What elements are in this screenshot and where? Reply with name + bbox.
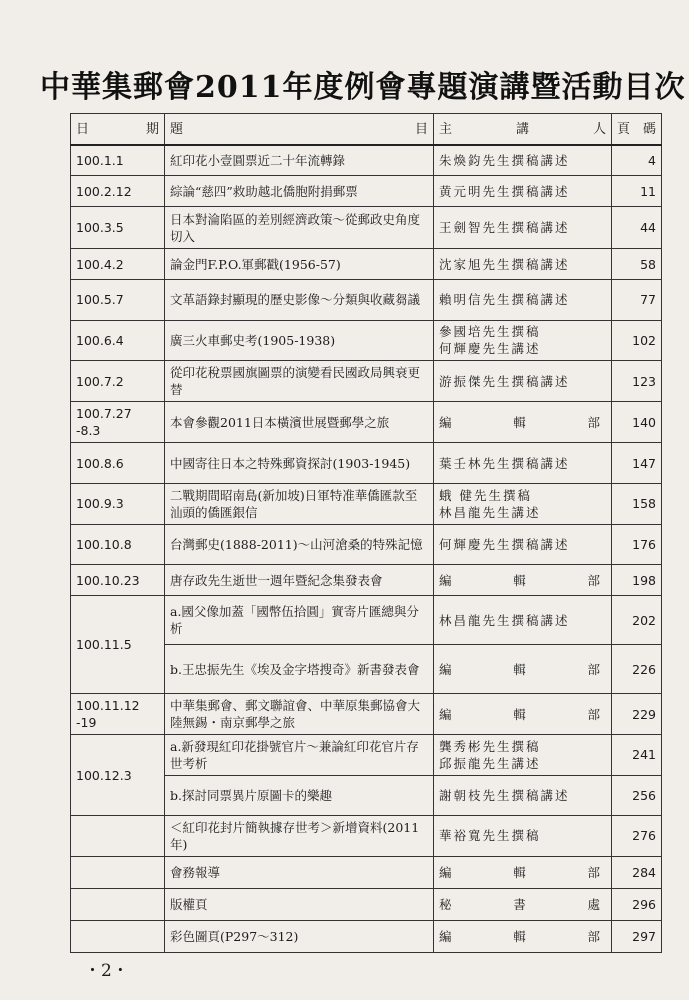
row-page-number: 297 <box>612 920 662 952</box>
row-date <box>71 816 165 857</box>
row-speaker: 參國培先生撰稿 何輝慶先生講述 <box>434 320 612 361</box>
row-page-number: 11 <box>612 176 662 207</box>
row-date: 100.11.5 <box>71 596 165 694</box>
table-row <box>71 484 662 525</box>
header-page: 頁 碼 <box>612 114 662 146</box>
table-row <box>71 401 662 443</box>
row-speaker: 林昌龍先生撰稿講述 <box>434 596 612 645</box>
row-speaker: 蛾 健先生撰稿 林昌龍先生講述 <box>434 484 612 525</box>
row-topic: 綜論“慈四”救助越北僑胞附捐郵票 <box>165 176 434 207</box>
row-speaker: 王劍智先生撰稿講述 <box>434 207 612 249</box>
row-speaker: 龔秀彬先生撰稿 邱振龍先生講述 <box>434 734 612 775</box>
row-speaker: 何輝慶先生撰稿講述 <box>434 524 612 565</box>
row-date: 100.12.3 <box>71 734 165 815</box>
row-speaker: 謝朝枝先生撰稿講述 <box>434 775 612 816</box>
row-topic: 彩色圖頁(P297～312) <box>165 920 434 952</box>
row-page-number: 58 <box>612 249 662 280</box>
table-row <box>71 145 662 176</box>
table-row <box>71 207 662 249</box>
row-date: 100.1.1 <box>71 145 165 176</box>
row-topic: 論金門F.P.O.軍郵戳(1956-57) <box>165 249 434 280</box>
row-topic: ＜紅印花封片簡執據存世考＞新增資料(2011年) <box>165 816 434 857</box>
row-page-number: 296 <box>612 888 662 920</box>
table-row <box>71 280 662 321</box>
table-row <box>71 361 662 402</box>
table-row <box>71 524 662 565</box>
row-speaker: 編 輯 部 <box>434 565 612 596</box>
table-row <box>71 565 662 596</box>
row-speaker: 編 輯 部 <box>434 401 612 443</box>
row-date: 100.10.23 <box>71 565 165 596</box>
row-speaker: 沈家旭先生撰稿講述 <box>434 249 612 280</box>
row-speaker: 編 輯 部 <box>434 856 612 888</box>
row-speaker: 秘 書 處 <box>434 888 612 920</box>
table-row <box>71 856 662 888</box>
row-speaker: 游振傑先生撰稿講述 <box>434 361 612 402</box>
row-page-number: 276 <box>612 816 662 857</box>
row-date: 100.4.2 <box>71 249 165 280</box>
row-topic: a.新發現紅印花掛號官片～兼論紅印花官片存世考析 <box>165 734 434 775</box>
table-row <box>71 920 662 952</box>
row-page-number: 147 <box>612 443 662 484</box>
row-date <box>71 856 165 888</box>
row-page-number: 77 <box>612 280 662 321</box>
row-topic: 二戰期間昭南島(新加坡)日軍特准華僑匯款至汕頭的僑匯銀信 <box>165 484 434 525</box>
row-speaker: 朱煥鈞先生撰稿講述 <box>434 145 612 176</box>
row-topic: 廣三火車郵史考(1905-1938) <box>165 320 434 361</box>
table-row <box>71 694 662 735</box>
row-topic: 從印花稅票國旗圖票的演變看民國政局興衰更替 <box>165 361 434 402</box>
header-date: 日 期 <box>71 114 165 146</box>
table-row <box>71 249 662 280</box>
row-page-number: 176 <box>612 524 662 565</box>
row-speaker: 黄元明先生撰稿講述 <box>434 176 612 207</box>
row-page-number: 229 <box>612 694 662 735</box>
row-topic: 中華集郵會、郵文聯誼會、中華原集郵協會大陸無錫・南京郵學之旅 <box>165 694 434 735</box>
row-date: 100.11.12 -19 <box>71 694 165 735</box>
table-row <box>71 443 662 484</box>
header-speaker: 主 講 人 <box>434 114 612 146</box>
row-topic: 唐存政先生逝世一週年暨紀念集發表會 <box>165 565 434 596</box>
row-speaker: 編 輯 部 <box>434 920 612 952</box>
table-row <box>71 320 662 361</box>
row-page-number: 202 <box>612 596 662 645</box>
row-topic: b.探討同票異片原圖卡的樂趣 <box>165 775 434 816</box>
page-number: ・2・ <box>84 961 129 981</box>
header-topic: 題 目 <box>165 114 434 146</box>
row-topic: 文革語錄封顯現的歷史影像～分類與收藏芻議 <box>165 280 434 321</box>
row-date: 100.9.3 <box>71 484 165 525</box>
row-date: 100.3.5 <box>71 207 165 249</box>
row-page-number: 123 <box>612 361 662 402</box>
row-topic: 紅印花小壹圓票近二十年流轉錄 <box>165 145 434 176</box>
row-date <box>71 920 165 952</box>
row-page-number: 44 <box>612 207 662 249</box>
row-topic: b.王忠振先生《埃及金字塔搜奇》新書發表會 <box>165 645 434 694</box>
row-page-number: 102 <box>612 320 662 361</box>
row-page-number: 256 <box>612 775 662 816</box>
contents-table <box>70 113 662 953</box>
row-page-number: 140 <box>612 401 662 443</box>
row-date: 100.7.2 <box>71 361 165 402</box>
row-date: 100.7.27 -8.3 <box>71 401 165 443</box>
row-page-number: 198 <box>612 565 662 596</box>
row-speaker: 葉壬林先生撰稿講述 <box>434 443 612 484</box>
table-row <box>71 888 662 920</box>
row-date: 100.2.12 <box>71 176 165 207</box>
table-row <box>71 176 662 207</box>
row-topic: 版權頁 <box>165 888 434 920</box>
row-topic: 本會參觀2011日本橫濱世展暨郵學之旅 <box>165 401 434 443</box>
table-row <box>71 596 662 645</box>
row-page-number: 241 <box>612 734 662 775</box>
row-date: 100.8.6 <box>71 443 165 484</box>
row-page-number: 158 <box>612 484 662 525</box>
row-topic: 台灣郵史(1888-2011)～山河滄桑的特殊記憶 <box>165 524 434 565</box>
row-speaker: 賴明信先生撰稿講述 <box>434 280 612 321</box>
row-topic: 會務報導 <box>165 856 434 888</box>
row-date: 100.5.7 <box>71 280 165 321</box>
row-speaker: 華裕寬先生撰稿 <box>434 816 612 857</box>
row-date: 100.10.8 <box>71 524 165 565</box>
row-page-number: 4 <box>612 145 662 176</box>
table-row <box>71 816 662 857</box>
page-title: 中華集郵會2011年度例會專題演講暨活動目次 <box>40 70 686 105</box>
table-row <box>71 734 662 775</box>
row-page-number: 284 <box>612 856 662 888</box>
row-speaker: 編 輯 部 <box>434 645 612 694</box>
row-date: 100.6.4 <box>71 320 165 361</box>
row-topic: 中國寄往日本之特殊郵資探討(1903-1945) <box>165 443 434 484</box>
row-topic: 日本對淪陷區的差別經濟政策～從郵政史角度切入 <box>165 207 434 249</box>
row-speaker: 編 輯 部 <box>434 694 612 735</box>
row-page-number: 226 <box>612 645 662 694</box>
row-date <box>71 888 165 920</box>
row-topic: a.國父像加蓋「國幣伍拾圓」實寄片匯總與分析 <box>165 596 434 645</box>
table-header-row <box>71 114 662 146</box>
